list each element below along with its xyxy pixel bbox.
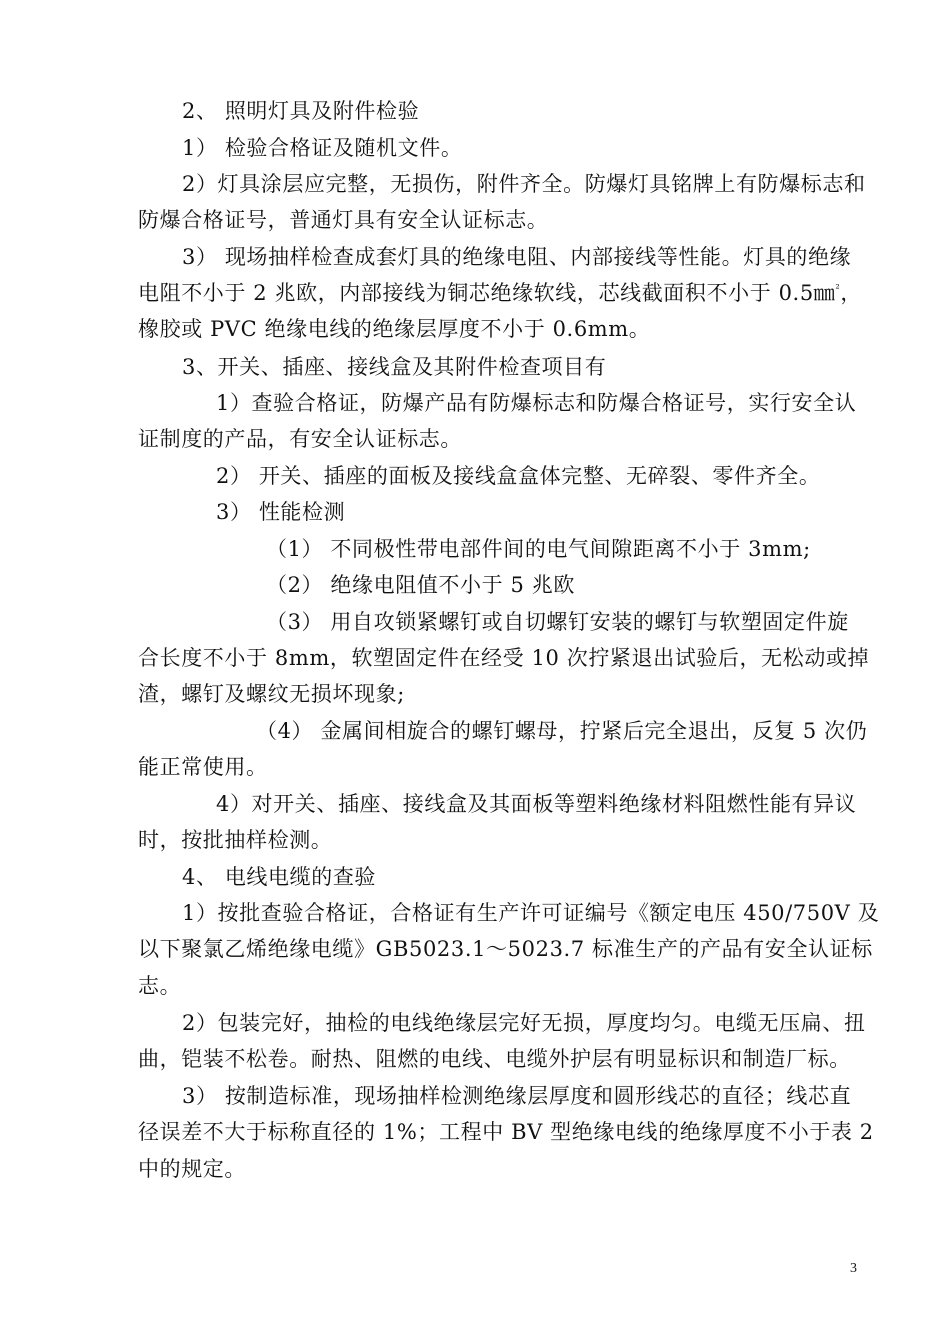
- paragraph-line: （4） 金属间相旋合的螺钉螺母，拧紧后完全退出，反复 5 次仍: [256, 719, 868, 743]
- paragraph-line: 2） 开关、插座的面板及接线盒盒体完整、无碎裂、零件齐全。: [216, 464, 821, 488]
- paragraph-line: 证制度的产品，有安全认证标志。: [138, 427, 462, 451]
- paragraph-line: 曲，铠装不松卷。耐热、阻燃的电线、电缆外护层有明显标识和制造厂标。: [138, 1047, 851, 1071]
- paragraph-line: 渣，螺钉及螺纹无损坏现象;: [138, 682, 405, 706]
- paragraph-line: 能正常使用。: [138, 755, 268, 779]
- paragraph-line: 志。: [138, 974, 182, 998]
- paragraph-line: 中的规定。: [138, 1157, 246, 1181]
- paragraph-line: 以下聚氯乙烯绝缘电缆》GB5023.1～5023.7 标准生产的产品有安全认证标: [138, 937, 873, 961]
- paragraph-line: 4）对开关、插座、接线盒及其面板等塑料绝缘材料阻燃性能有异议: [216, 792, 857, 816]
- paragraph-line: 1） 检验合格证及随机文件。: [182, 136, 463, 160]
- paragraph-line: [138, 278, 862, 308]
- paragraph-line: 径误差不大于标称直径的 1%；工程中 BV 型绝缘电线的绝缘厚度不小于表 2: [138, 1120, 874, 1144]
- paragraph-line: 1）查验合格证，防爆产品有防爆标志和防爆合格证号，实行安全认: [216, 391, 857, 415]
- paragraph-line: 橡胶或 PVC 绝缘电线的绝缘层厚度不小于 0.6mm。: [138, 317, 651, 341]
- line-text: ，: [840, 281, 863, 305]
- paragraph-line: 时，按批抽样检测。: [138, 828, 333, 852]
- heading-switch-socket-inspection: 3、开关、插座、接线盒及其附件检查项目有: [182, 355, 607, 379]
- line-text: 电阻不小于 2 兆欧，内部接线为铜芯绝缘软线，芯线截面积不小于 0.5㎜: [138, 281, 836, 305]
- page-number: 3: [850, 1261, 857, 1276]
- paragraph-line: 合长度不小于 8mm，软塑固定件在经受 10 次拧紧退出试验后，无松动或掉: [138, 646, 870, 670]
- paragraph-line: 防爆合格证号，普通灯具有安全认证标志。: [138, 208, 549, 232]
- paragraph-line: 2）灯具涂层应完整，无损伤，附件齐全。防爆灯具铭牌上有防爆标志和: [182, 172, 866, 196]
- heading-wire-cable-inspection: 4、 电线电缆的查验: [182, 865, 377, 889]
- paragraph-line: （2） 绝缘电阻值不小于 5 兆欧: [266, 573, 575, 597]
- heading-lighting-inspection: 2、 照明灯具及附件检验: [182, 99, 420, 123]
- paragraph-line: 3） 现场抽样检查成套灯具的绝缘电阻、内部接线等性能。灯具的绝缘: [182, 245, 852, 269]
- paragraph-line: （1） 不同极性带电部件间的电气间隙距离不小于 3mm;: [266, 537, 811, 561]
- paragraph-line: 3） 性能检测: [216, 500, 346, 524]
- superscript: ²: [835, 282, 841, 295]
- paragraph-line: 2）包装完好，抽检的电线绝缘层完好无损，厚度均匀。电缆无压扁、扭: [182, 1011, 866, 1035]
- paragraph-line: 1）按批查验合格证，合格证有生产许可证编号《额定电压 450/750V 及: [182, 901, 880, 925]
- paragraph-line: （3） 用自攻锁紧螺钉或自切螺钉安装的螺钉与软塑固定件旋: [266, 610, 849, 634]
- paragraph-line: 3） 按制造标准，现场抽样检测绝缘层厚度和圆形线芯的直径；线芯直: [182, 1084, 852, 1108]
